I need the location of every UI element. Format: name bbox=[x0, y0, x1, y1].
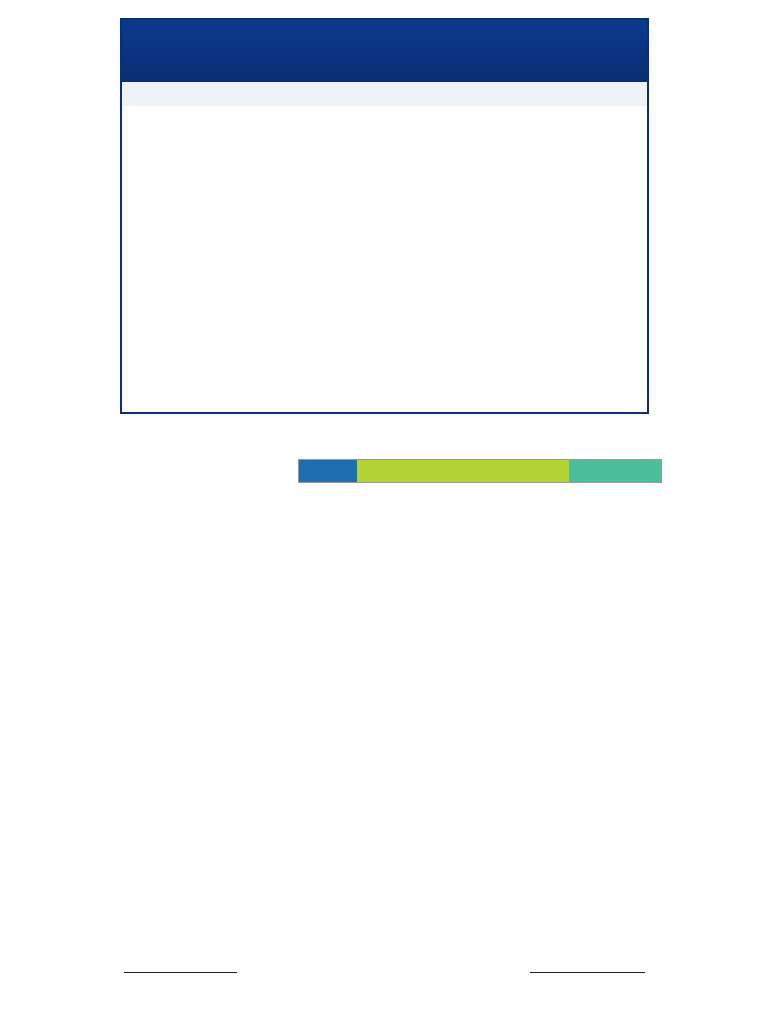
day-schedule-table bbox=[298, 459, 662, 483]
day-table-header-title bbox=[357, 460, 569, 483]
day-table-header-row bbox=[299, 460, 662, 483]
blue-table-footnote bbox=[122, 82, 647, 106]
day-table-header-title-2 bbox=[569, 460, 662, 483]
year-field[interactable] bbox=[530, 940, 645, 973]
month-field[interactable] bbox=[124, 940, 237, 973]
blue-table-title bbox=[122, 20, 647, 82]
stylish-blue-table bbox=[120, 18, 649, 414]
day-table-header-date bbox=[299, 460, 357, 483]
